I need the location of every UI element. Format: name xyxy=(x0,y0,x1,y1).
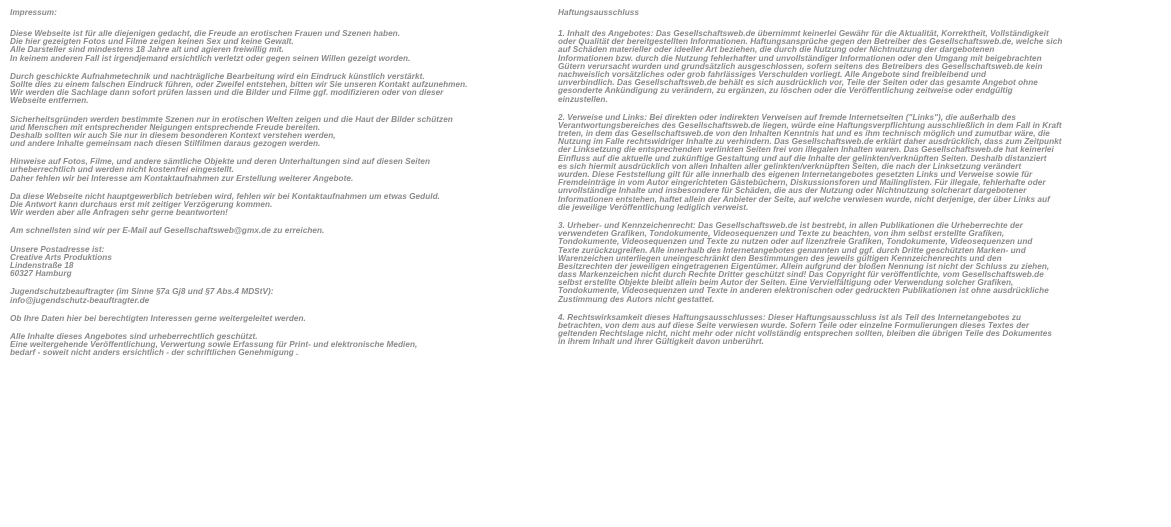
haftung-line: 1. Inhalt des Angebotes: Das Gesellschaftsweb.de übernimmt keinerlei Gewähr für die Aktualität, Korrektheit, Vollständigkeit xyxy=(558,30,1049,38)
impressum-line: In keinem anderen Fall ist irgendjemand ersichtlich verletzt oder gegen seinen Willen gezeigt worden. xyxy=(10,54,411,63)
haftung-line: Besitzrechten der jeweiligen eingetragenen Eigentümer. Allein aufgrund der bloßen Nennung ist nicht der Schluss zu ziehen, xyxy=(558,262,1050,271)
impressum-paragraph xyxy=(10,288,540,304)
impressum-paragraph xyxy=(10,227,540,235)
impressum-line: Sicherheitsgründen werden bestimmte Szenen nur in erotischen Welten zeigen und die Haut der Bilder schützen xyxy=(10,115,453,124)
haftung-line: der Linksetzung die entsprechenden verlinkten Seiten frei von illegalen Inhalten waren. Das Gesellschaftsweb.de hat keinerlei xyxy=(558,146,1054,155)
haftung-line: gesonderte Ankündigung zu verändern, zu ergänzen, zu löschen oder die Veröffentlichung zeitweise oder endgültig xyxy=(558,87,1013,96)
haftung-line: nachweislich vorsätzliches oder grob fahrlässiges Verschulden vorliegt. Alle Angebote sind freibleibend und xyxy=(558,70,987,79)
haftung-line: in ihrem Inhalt und ihrer Gültigkeit davon unberührt. xyxy=(558,338,764,347)
impressum-line: und andere Inhalte gemeinsam nach diesen Stilfilmen daraus gezogen werden. xyxy=(10,140,321,149)
impressum-paragraph xyxy=(10,333,540,358)
impressum-line: Die hier gezeigten Fotos und Filme zeigen keinen Sex und keine Gewalt. xyxy=(10,38,294,47)
haftung-line: oder Qualität der bereitgestellten Informationen. Haftungsansprüche gegen den Betreiber des Gesellschaftsweb.de, welche sich xyxy=(558,38,1063,47)
haftung-line: treten, in dem das Gesellschaftsweb.de von den Inhalten Kenntnis hat und es ihm technisch möglich und zumutbar wäre, die xyxy=(558,130,1050,139)
impressum-line: Da diese Webseite nicht hauptgewerblich betrieben wird, fehlen wir bei Kontaktaufnahmen um etwas Geduld. xyxy=(10,192,440,201)
impressum-line: Die Antwort kann durchaus erst mit zeitiger Verzögerung kommen. xyxy=(10,201,273,209)
haftung-line: Einfluss auf die aktuelle und zukünftige Gestaltung und auf die Inhalte der gelinkten/verknüpften Seiten. Deshalb distanziert xyxy=(558,154,1047,163)
impressum-body xyxy=(10,30,540,357)
impressum-line: Am schnellsten sind wir per E-Mail auf Gesellschaftsweb@gmx.de zu erreichen. xyxy=(10,227,325,236)
impressum-line: Wir werden aber alle Anfragen sehr gerne beantworten! xyxy=(10,209,228,218)
haftung-line: Tondokumente, Videosequenzen und Texte zu nutzen oder auf lizenzfreie Grafiken, Tondokumente, Videosequenzen und xyxy=(558,238,1033,247)
haftung-paragraph xyxy=(558,114,1161,212)
impressum-heading: Impressum: xyxy=(10,8,57,17)
haftungsausschluss-column xyxy=(558,8,1161,357)
haftung-line: betrachten, von dem aus auf diese Seite verwiesen wurde. Sofern Teile oder einzelne Formulierungen dieses Textes der xyxy=(558,322,1030,330)
impressum-line: Alle Darsteller sind mindestens 18 Jahre alt und agieren freiwillig mit. xyxy=(10,46,284,55)
impressum-line: Eine weitergehende Veröffentlichung, Verwertung sowie Erfassung für Print- und elektronische Medien, xyxy=(10,341,418,350)
impressum-line: Unsere Postadresse ist: xyxy=(10,245,105,254)
impressum-line: Diese Webseite ist für alle diejenigen gedacht, die Freude an erotischen Frauen und Szenen haben. xyxy=(10,30,401,38)
haftung-paragraph xyxy=(558,314,1161,347)
haftung-line: Tondokumente, Videosequenzen und Texte in anderen elektronischen oder gedruckten Publikationen ist ohne ausdrückliche xyxy=(558,287,1049,296)
haftung-line: die jeweilige Veröffentlichung lediglich verweist. xyxy=(558,203,749,212)
haftung-line: Verantwortungsbereiches des Gesellschaftsweb.de liegen, würde eine Haftungsverpflichtung ausschließlich in dem Fall in Kraft xyxy=(558,121,1062,130)
impressum-paragraph xyxy=(10,158,540,183)
impressum-line: info@jugendschutz-beauftragter.de xyxy=(10,296,150,305)
haftung-line: geltenden Rechtslage nicht, nicht mehr oder nicht vollständig entsprechen sollten, bleiben die übrigen Teile des Dokumentes xyxy=(558,330,1052,339)
haftung-line: 4. Rechtswirksamkeit dieses Haftungsausschlusses: Dieser Haftungsausschluss ist als Teil des Internetangebotes zu xyxy=(558,313,1022,322)
impressum-line: Deshalb sollten wir auch Sie nur in diesem besonderen Kontext verstehen werden, xyxy=(10,131,336,140)
haftung-line: Texte zurückzugreifen. Alle innerhalb des Internetangebotes genannten und ggf. durch Dritte geschützten Marken- und xyxy=(558,246,1026,255)
haftung-line: verwendeten Grafiken, Tondokumente, Videosequenzen und Texte zu beachten, von ihm selbst erstellte Grafiken, xyxy=(558,230,1005,239)
impressum-paragraph xyxy=(10,246,540,279)
haftung-line: es sich hiermit ausdrücklich von allen Inhalten aller gelinkten/verknüpften Seiten, die nach der Linksetzung verändert xyxy=(558,162,1022,171)
haftung-line: Warenzeichen unterliegen uneingeschränkt den Bestimmungen des jeweils gültigen Kennzeichenrechts und den xyxy=(558,254,1002,263)
haftung-line: Nutzung im Falle rechtswidriger Inhalte zu verhindern. Das Gesellschaftsweb.de erklärt daher ausdrücklich, dass zum Zeitpunkt xyxy=(558,138,1062,147)
haftung-line: einzustellen. xyxy=(558,95,608,104)
impressum-line: bedarf - soweit nicht anders ersichtlich - der schriftlichen Genehmigung . xyxy=(10,349,299,358)
impressum-line: Lindenstraße 18 xyxy=(10,261,74,270)
impressum-paragraph xyxy=(10,193,540,218)
impressum-line: und Menschen mit entsprechender Neigungen entsprechende Freude bereiten. xyxy=(10,123,321,132)
impressum-paragraph xyxy=(10,30,540,63)
haftungsausschluss-heading: Haftungsausschluss xyxy=(558,8,639,17)
impressum-line: Hinweise auf Fotos, Filme, und andere sämtliche Objekte und deren Unterhaltungen sind auf diesen Seiten xyxy=(10,158,431,167)
haftungsausschluss-body xyxy=(558,30,1161,347)
haftung-line: unvollständige Inhalte und insbesondere für Schäden, die aus der Nutzung oder Nichtnutzung solcherart dargebotener xyxy=(558,187,1027,196)
haftung-line: unverbindlich. Das Gesellschaftsweb.de behält es sich ausdrücklich vor, Teile der Seiten oder das gesamte Angebot ohne xyxy=(558,79,1038,88)
impressum-line: urheberrechtlich und werden nicht kostenfrei eingestellt. xyxy=(10,166,234,175)
haftung-line: dass Markenzeichen nicht durch Rechte Dritter geschützt sind! Das Copyright für veröffentlichte, vom Gesellschaftsweb.de xyxy=(558,271,1044,280)
haftung-line: wurden. Diese Feststellung gilt für alle innerhalb des eigenen Internetangebotes gesetzten Links und Verweise sowie für xyxy=(558,171,1033,179)
impressum-line: Jugendschutzbeauftragter (im Sinne §7a Gj8 und §7 Abs.4 MDStV): xyxy=(10,288,274,297)
impressum-paragraph xyxy=(10,116,540,149)
haftung-paragraph xyxy=(558,222,1161,304)
haftung-line: auf Schäden materieller oder ideeller Art beziehen, die durch die Nutzung oder Nichtnutzung der dargebotenen xyxy=(558,46,995,55)
haftung-line: Fremdeinträge in vom Autor eingerichteten Gästebüchern, Diskussionsforen und Mailinglisten. Für illegale, fehlerhafte oder xyxy=(558,179,1046,188)
impressum-line: Daher fehlen wir bei Interesse am Kontaktaufnahmen zur Erstellung weiterer Angebote. xyxy=(10,174,354,183)
impressum-line: 60327 Hamburg xyxy=(10,270,72,279)
impressum-paragraph xyxy=(10,315,540,323)
impressum-line: Creative Arts Produktions xyxy=(10,253,112,262)
impressum-paragraph xyxy=(10,73,540,106)
impressum-column xyxy=(10,8,540,367)
haftung-line: selbst erstellte Objekte bleibt allein beim Autor der Seiten. Eine Vervielfältigung oder Verwendung solcher Grafiken, xyxy=(558,279,1014,288)
haftung-paragraph xyxy=(558,30,1161,104)
impressum-line: Wir werden die Sachlage dann sofort prüfen lassen und die Bilder und Filme ggf. modifizieren oder von dieser xyxy=(10,89,444,98)
impressum-line: Alle Inhalte dieses Angebotes sind urheberrechtlich geschützt. xyxy=(10,332,258,341)
haftung-line: Gütern verursacht wurden und grundsätzlich ausgeschlossen, sofern seitens des Betreibers des Gesellschaftsweb.de kein xyxy=(558,62,1043,71)
impressum-line: Durch geschickte Aufnahmetechnik und nachträgliche Bearbeitung wird ein Eindruck künstlich verstärkt. xyxy=(10,72,425,81)
haftung-line: Zustimmung des Autors nicht gestattet. xyxy=(558,295,715,304)
impressum-line: Webseite entfernen. xyxy=(10,97,89,106)
impressum-line: Ob Ihre Daten hier bei berechtigten Interessen gerne weitergeleitet werden. xyxy=(10,314,306,323)
haftung-line: Informationen entstehen, haftet allein der Anbieter der Seite, auf welche verwiesen wurde, nicht derjenige, der über Links auf xyxy=(558,195,1050,204)
haftung-line: Informationen bzw. durch die Nutzung fehlerhafter und unvollständiger Informationen oder den Umgang mit beigebrachten xyxy=(558,54,1042,63)
haftung-line: 2. Verweise und Links: Bei direkten oder indirekten Verweisen auf fremde Internetseiten ("Links"), die außerhalb des xyxy=(558,113,1016,122)
haftung-line: 3. Urheber- und Kennzeichenrecht: Das Gesellschaftsweb.de ist bestrebt, in allen Publikationen die Urheberrechte der xyxy=(558,221,1023,230)
impressum-line: Sollte dies zu einem falschen Eindruck führen, oder Zweifel entstehen, bitten wir Sie unseren Kontakt aufzunehmen. xyxy=(10,80,468,89)
